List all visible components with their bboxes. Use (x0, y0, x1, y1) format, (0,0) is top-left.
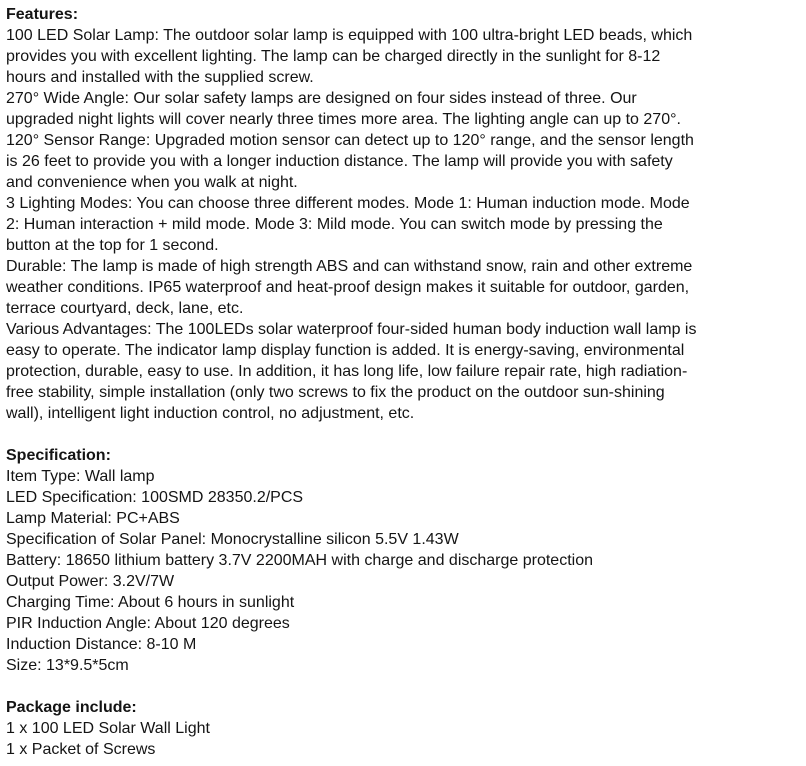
features-line: 120° Sensor Range: Upgraded motion sensor can detect up to 120° range, and the sensor length (6, 132, 694, 149)
features-line: easy to operate. The indicator lamp display function is added. It is energy-saving, environmental (6, 342, 685, 359)
features-line: is 26 feet to provide you with a longer induction distance. The lamp will provide you with safety (6, 153, 673, 170)
section-package-include (6, 697, 800, 760)
features-line: 2: Human interaction + mild mode. Mode 3: Mild mode. You can switch mode by pressing the (6, 216, 663, 233)
features-line: 270° Wide Angle: Our solar safety lamps are designed on four sides instead of three. Our (6, 90, 637, 107)
features-line: Various Advantages: The 100LEDs solar waterproof four-sided human body induction wall lamp is (6, 321, 697, 338)
features-line: 100 LED Solar Lamp: The outdoor solar lamp is equipped with 100 ultra-bright LED beads, which (6, 27, 693, 44)
features-line: 3 Lighting Modes: You can choose three different modes. Mode 1: Human induction mode. Mode (6, 195, 690, 212)
specification-heading: Specification: (6, 447, 111, 464)
specification-line: LED Specification: 100SMD 28350.2/PCS (6, 489, 304, 506)
package-include-heading: Package include: (6, 699, 137, 716)
features-line: weather conditions. IP65 waterproof and heat-proof design makes it suitable for outdoor, garden, (6, 279, 690, 296)
specification-line: Battery: 18650 lithium battery 3.7V 2200MAH with charge and discharge protection (6, 552, 593, 569)
section-features (6, 4, 800, 424)
specification-line: Charging Time: About 6 hours in sunlight (6, 594, 295, 611)
features-line: provides you with excellent lighting. The lamp can be charged directly in the sunlight for 8-12 (6, 48, 661, 65)
specification-line: PIR Induction Angle: About 120 degrees (6, 615, 290, 632)
specification-line: Induction Distance: 8-10 M (6, 636, 197, 653)
features-line: Durable: The lamp is made of high strength ABS and can withstand snow, rain and other extreme (6, 258, 693, 275)
section-specification (6, 445, 800, 676)
specification-line: Size: 13*9.5*5cm (6, 657, 129, 674)
features-line: terrace courtyard, deck, lane, etc. (6, 300, 244, 317)
features-heading: Features: (6, 6, 79, 23)
package-include-line: 1 x 100 LED Solar Wall Light (6, 720, 210, 737)
specification-line: Item Type: Wall lamp (6, 468, 155, 485)
package-include-line: 1 x Packet of Screws (6, 741, 156, 758)
features-line: free stability, simple installation (only two screws to fix the product on the outdoor sun-shining (6, 384, 665, 401)
features-line: upgraded night lights will cover nearly three times more area. The lighting angle can up to 270°. (6, 111, 681, 128)
specification-line: Output Power: 3.2V/7W (6, 573, 175, 590)
features-line: button at the top for 1 second. (6, 237, 219, 254)
features-line: and convenience when you walk at night. (6, 174, 298, 191)
features-line: protection, durable, easy to use. In addition, it has long life, low failure repair rate, high radiation- (6, 363, 688, 380)
features-line: hours and installed with the supplied screw. (6, 69, 314, 86)
specification-line: Specification of Solar Panel: Monocrystalline silicon 5.5V 1.43W (6, 531, 459, 548)
specification-line: Lamp Material: PC+ABS (6, 510, 180, 527)
features-line: wall), intelligent light induction control, no adjustment, etc. (6, 405, 415, 422)
